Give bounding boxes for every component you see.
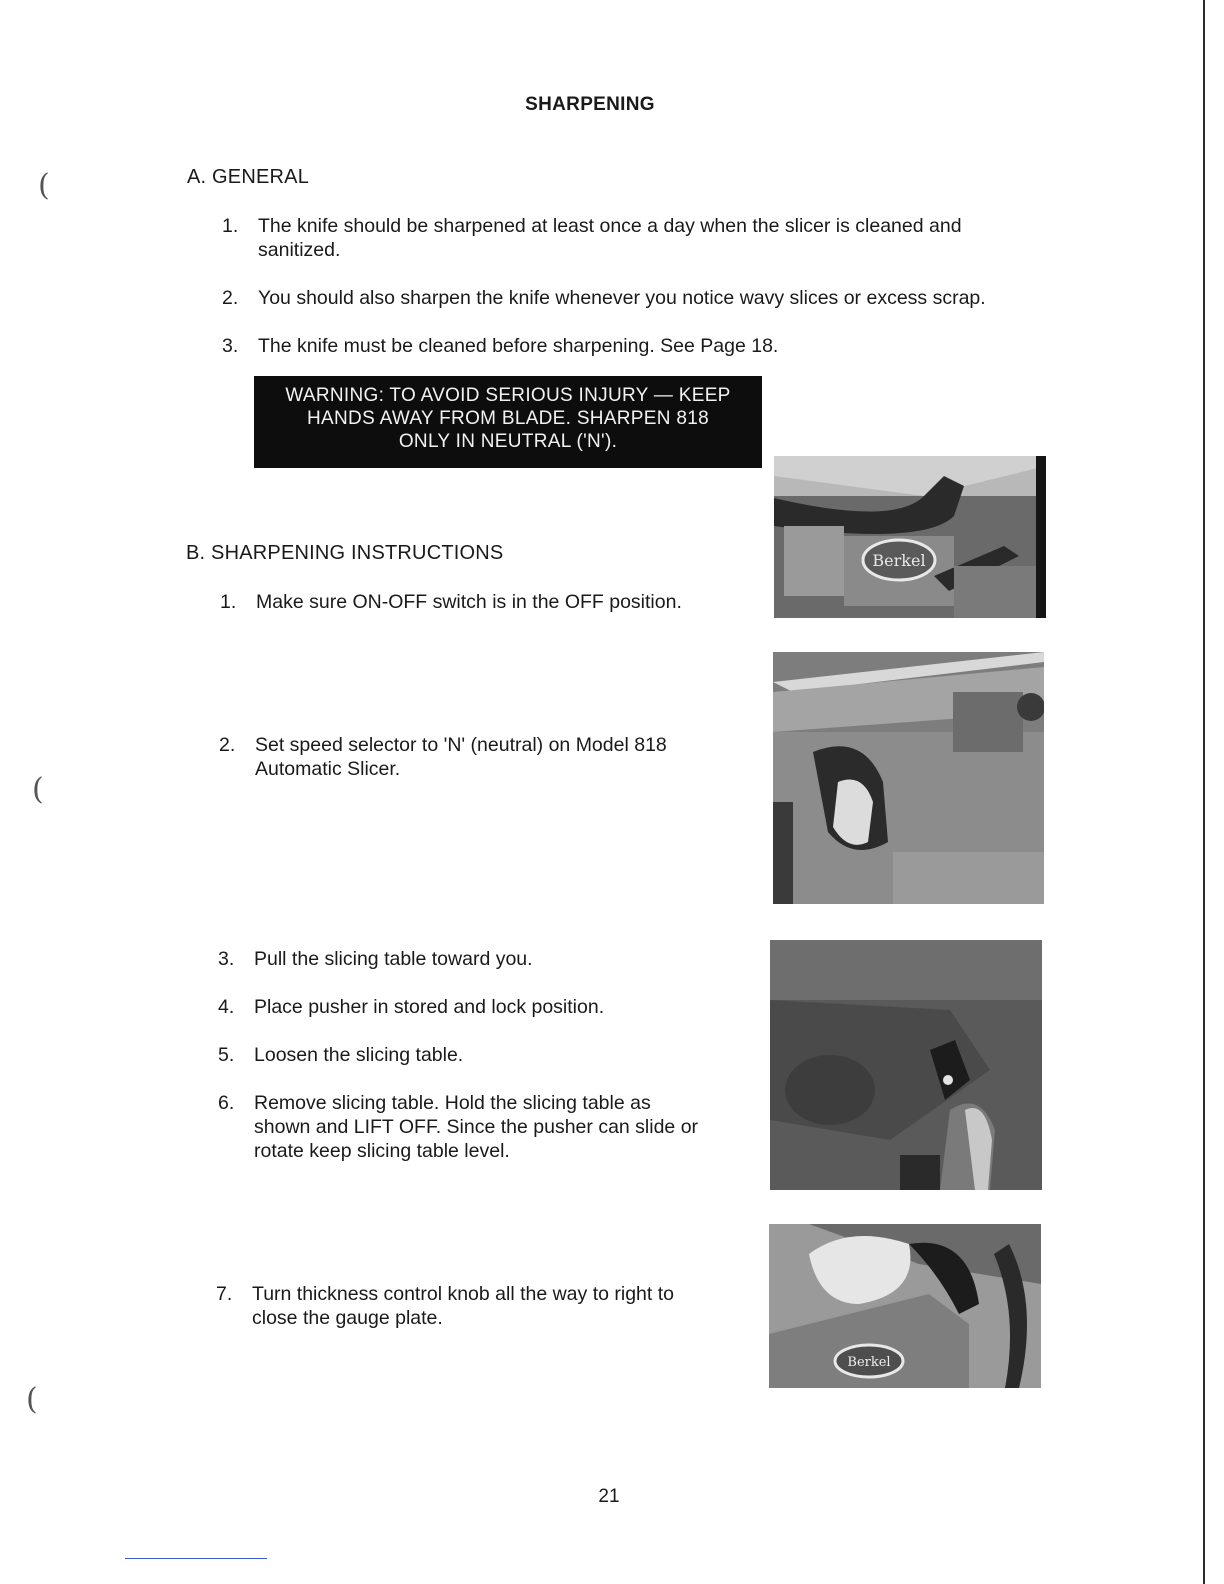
list-item-number: 2. — [222, 287, 239, 309]
list-item-number: 1. — [222, 215, 239, 237]
list-item-number: 1. — [220, 591, 237, 613]
warning-line: WARNING: TO AVOID SERIOUS INJURY — KEEP — [285, 385, 731, 406]
list-item — [220, 590, 740, 614]
list-item — [218, 995, 698, 1019]
list-item-text: The knife must be cleaned before sharpening. See Page 18. — [258, 335, 779, 357]
warning-line: ONLY IN NEUTRAL ('N'). — [398, 431, 618, 452]
list-item-number: 4. — [218, 996, 235, 1018]
list-item-number: 7. — [216, 1283, 233, 1305]
list-item-number: 6. — [218, 1092, 235, 1114]
list-item — [218, 1091, 708, 1163]
list-item-text: Remove slicing table. Hold the slicing table as shown and LIFT OFF. Since the pusher can slide or rotate keep slicing table level. — [254, 1092, 699, 1162]
section-b-heading: B. SHARPENING INSTRUCTIONS — [186, 542, 504, 564]
binder-hole-mark: ( — [26, 1382, 38, 1417]
scan-edge-line — [1203, 0, 1205, 1584]
list-item-number: 3. — [222, 335, 239, 357]
berkel-logo: Berkel — [872, 551, 926, 570]
list-item-text: The knife should be sharpened at least once a day when the slicer is cleaned and sanitized. — [258, 215, 962, 261]
speed-selector-photo — [773, 652, 1044, 904]
binder-hole-mark: ( — [32, 772, 44, 807]
list-item-number: 2. — [219, 734, 236, 756]
list-item — [219, 733, 699, 781]
list-item-text: Pull the slicing table toward you. — [254, 948, 533, 970]
section-a-heading: A. GENERAL — [187, 166, 310, 188]
list-item-text: Loosen the slicing table. — [254, 1044, 464, 1066]
slicer-switch-photo — [774, 456, 1046, 618]
list-item — [222, 286, 1022, 310]
page-title: SHARPENING — [525, 94, 655, 115]
list-item-text: Place pusher in stored and lock position. — [254, 996, 605, 1018]
list-item-text: Make sure ON-OFF switch is in the OFF position. — [256, 591, 682, 613]
list-item — [222, 334, 1022, 358]
list-item-text: You should also sharpen the knife whenever you notice wavy slices or excess scrap. — [258, 287, 986, 309]
warning-line: HANDS AWAY FROM BLADE. SHARPEN 818 — [307, 408, 709, 429]
binder-hole-mark: ( — [38, 168, 50, 203]
list-item-number: 5. — [218, 1044, 235, 1066]
list-item-number: 3. — [218, 948, 235, 970]
footer-divider — [125, 1558, 267, 1559]
list-item — [222, 214, 1022, 262]
list-item — [218, 947, 698, 971]
list-item-text: Set speed selector to 'N' (neutral) on Model 818 Automatic Slicer. — [255, 734, 667, 780]
list-item — [216, 1282, 696, 1330]
warning-box — [254, 376, 762, 468]
page-number: 21 — [598, 1486, 620, 1507]
slicing-table-photo — [770, 940, 1042, 1190]
list-item — [218, 1043, 698, 1067]
thickness-knob-photo — [769, 1224, 1041, 1388]
berkel-logo: Berkel — [847, 1355, 891, 1370]
list-item-text: Turn thickness control knob all the way to right to close the gauge plate. — [252, 1283, 674, 1329]
